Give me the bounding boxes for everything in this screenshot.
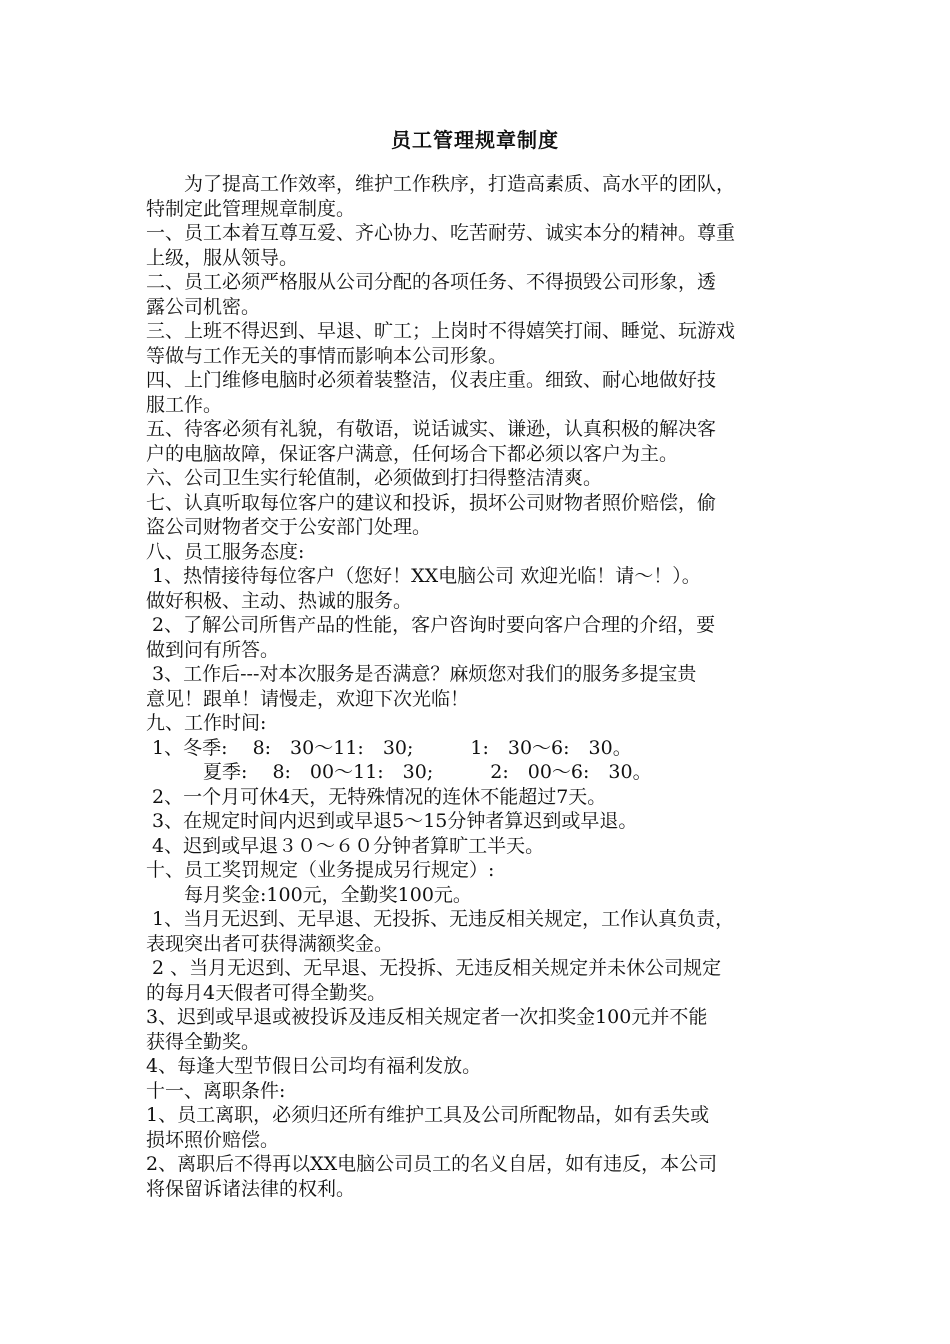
text-line: 表现突出者可获得满额奖金。 — [146, 932, 394, 955]
text-line: 等做与工作无关的事情而影响本公司形象。 — [146, 344, 508, 367]
text-line: 3、迟到或早退或被投诉及违反相关规定者一次扣奖金100元并不能 — [146, 1006, 708, 1028]
text-line: 三、上班不得迟到、早退、旷工；上岗时不得嬉笑打闹、睡觉、玩游戏 — [146, 320, 736, 342]
text-line: 2 、当月无迟到、无早退、无投拆、无违反相关规定并未休公司规定 — [146, 957, 722, 979]
text-line: 将保留诉诸法律的权利。 — [146, 1177, 356, 1200]
text-line: 服工作。 — [146, 393, 223, 416]
text-line: 特制定此管理规章制度。 — [146, 197, 356, 220]
text-line: 户的电脑故障，保证客户满意，任何场合下都必须以客户为主。 — [146, 442, 679, 465]
text-line: 获得全勤奖。 — [146, 1030, 261, 1053]
text-line: 为了提高工作效率，维护工作秩序，打造高素质、高水平的团队， — [146, 173, 736, 195]
text-line: 六、公司卫生实行轮值制，必须做到打扫得整洁清爽。 — [146, 467, 603, 489]
text-line: 2、离职后不得再以XX电脑公司员工的名义自居，如有违反，本公司 — [146, 1153, 718, 1175]
text-line: 每月奖金:100元，全勤奖100元。 — [146, 883, 472, 906]
text-line: 露公司机密。 — [146, 295, 261, 318]
schedule-line: 1、冬季: 8: 30～11: 30; 1: 30～6: 30。 — [146, 736, 632, 759]
text-line: 3、在规定时间内迟到或早退5～15分钟者算迟到或早退。 — [146, 810, 638, 832]
text-line: 五、待客必须有礼貌，有敬语，说话诚实、谦逊，认真积极的解决客 — [146, 418, 717, 440]
section-heading: 八、员工服务态度: — [146, 540, 305, 563]
text-line: 做好积极、主动、热诚的服务。 — [146, 589, 413, 612]
text-line: 2、一个月可休4天，无特殊情况的连休不能超过7天。 — [146, 785, 607, 808]
text-line: 4、迟到或早退３０～６０分钟者算旷工半天。 — [146, 834, 545, 857]
text-line: 的每月4天假者可得全勤奖。 — [146, 981, 387, 1004]
schedule-line: 夏季: 8: 00～11: 30; 2: 00～6: 30。 — [146, 761, 652, 783]
document-title: 员工管理规章制度 — [391, 128, 559, 152]
text-line: 3、工作后---对本次服务是否满意？麻烦您对我们的服务多提宝贵 — [146, 663, 697, 685]
text-line: 七、认真听取每位客户的建议和投诉，损坏公司财物者照价赔偿，偷 — [146, 491, 717, 514]
section-heading: 十一、离职条件: — [146, 1079, 286, 1102]
text-line: 1、热情接待每位客户（您好！XX电脑公司 欢迎光临！请～！）。 — [146, 565, 701, 587]
text-line: 2、了解公司所售产品的性能，客户咨询时要向客户合理的介绍，要 — [146, 614, 716, 636]
text-line: 一、员工本着互尊互爱、齐心协力、吃苦耐劳、诚实本分的精神。尊重 — [146, 222, 736, 244]
text-line: 1、员工离职，必须归还所有维护工具及公司所配物品，如有丢失或 — [146, 1104, 710, 1126]
text-line: 上级，服从领导。 — [146, 246, 299, 269]
text-line: 盗公司财物者交于公安部门处理。 — [146, 516, 432, 538]
text-line: 做到问有所答。 — [146, 638, 280, 661]
text-line: 意见！跟单！请慢走，欢迎下次光临！ — [146, 687, 470, 710]
text-line: 四、上门维修电脑时必须着装整洁，仪表庄重。细致、耐心地做好技 — [146, 369, 717, 391]
text-line: 二、员工必须严格服从公司分配的各项任务、不得损毁公司形象，透 — [146, 271, 717, 293]
text-line: 1、当月无迟到、无早退、无投拆、无违反相关规定，工作认真负责， — [146, 908, 735, 930]
text-line: 损坏照价赔偿。 — [146, 1128, 280, 1151]
section-heading: 十、员工奖罚规定（业务提成另行规定）: — [146, 859, 495, 881]
section-heading: 九、工作时间: — [146, 712, 267, 734]
text-line: 4、每逢大型节假日公司均有福利发放。 — [146, 1055, 482, 1077]
document-body — [146, 172, 814, 1201]
